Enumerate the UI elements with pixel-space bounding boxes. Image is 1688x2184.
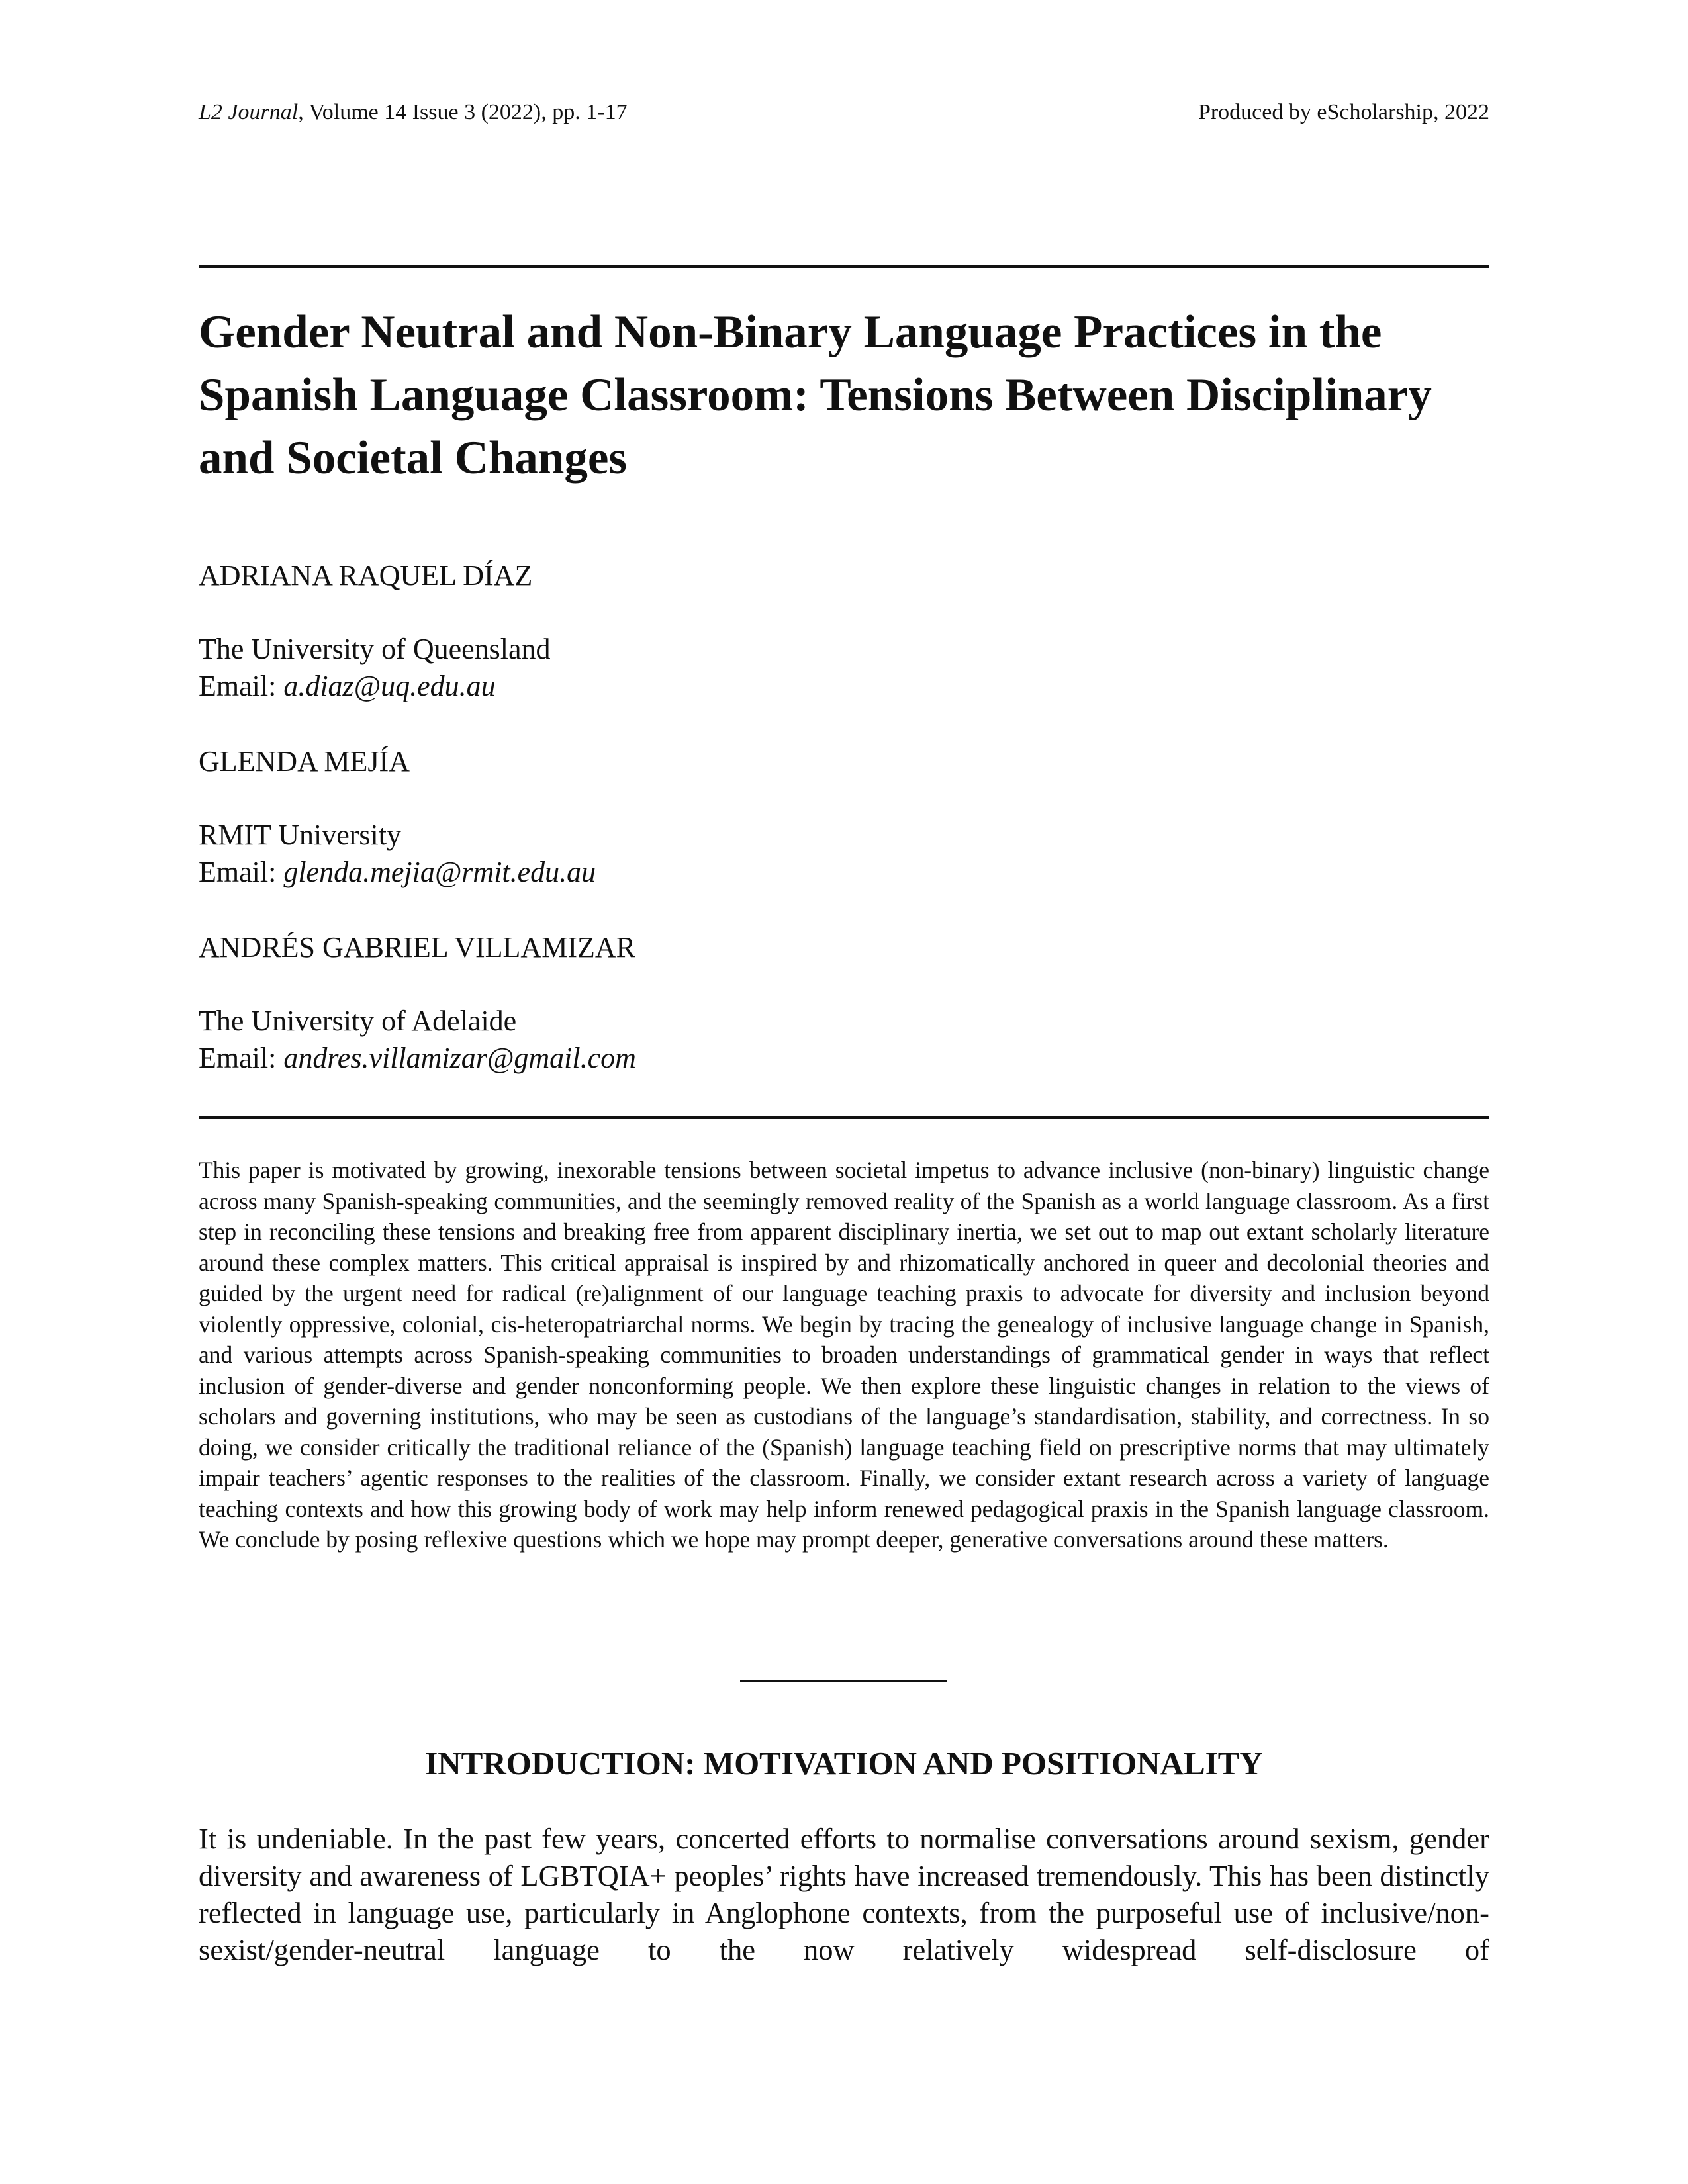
- author-2-email-address[interactable]: glenda.mejia@rmit.edu.au: [283, 856, 596, 888]
- journal-issue: , Volume 14 Issue 3 (2022), pp. 1-17: [298, 100, 628, 124]
- running-header-citation: [199, 99, 628, 126]
- author-1-affiliation: The University of Queensland: [199, 633, 551, 665]
- author-2-affiliation: RMIT University: [199, 819, 401, 851]
- introduction-paragraph: It is undeniable. In the past few years, concerted efforts to normalise conversations around sexism, gender diversity and awareness of LGBTQIA+ peoples’ rights have increased tremendously. This has been distinctly reflected in language use, particularly in Anglophone contexts, from the purposeful use of inclusive/non-sexist/gender-neutral language to the now relatively widespread self-disclosure of: [199, 1822, 1489, 1966]
- abstract-top-rule: [199, 1116, 1489, 1119]
- author-3-email-address[interactable]: andres.villamizar@gmail.com: [283, 1042, 636, 1074]
- author-1-email: [199, 668, 1489, 705]
- paper-title: Gender Neutral and Non-Binary Language Practices in the Spanish Language Classroom: Tensions Between Disciplinary and Societal Changes: [199, 306, 1432, 484]
- author-2-name: GLENDA MEJÍA: [199, 745, 410, 778]
- journal-name: L2 Journal: [199, 100, 299, 124]
- author-1-name: ADRIANA RAQUEL DÍAZ: [199, 559, 533, 592]
- author-3-affiliation: The University of Adelaide: [199, 1005, 517, 1037]
- author-1-email-address[interactable]: a.diaz@uq.edu.au: [283, 670, 496, 702]
- section-divider: [740, 1680, 947, 1682]
- author-3-name: ANDRÉS GABRIEL VILLAMIZAR: [199, 931, 635, 964]
- running-header-producer: Produced by eScholarship, 2022: [1197, 100, 1489, 124]
- title-top-rule: [199, 265, 1489, 268]
- abstract: This paper is motivated by growing, inexorable tensions between societal impetus to advance inclusive (non-binary) linguistic change across many Spanish-speaking communities, and the seemingly removed reality of the Spanish as a world language classroom. As a first step in reconciling these tensions and breaking free from apparent disciplinary inertia, we set out to map out extant scholarly literature around these complex matters. This critical appraisal is inspired by and rhizomatically anchored in queer and decolonial theories and guided by the urgent need for radical (re)alignment of our language teaching praxis to advocate for diversity and inclusion beyond violently oppressive, colonial, cis-heteropatriarchal norms. We begin by tracing the genealogy of inclusive language change in Spanish, and various attempts across Spanish-speaking communities to broaden understandings of grammatical gender in ways that reflect inclusion of gender-diverse and gender nonconforming people. We then explore these linguistic changes in relation to the views of scholars and governing institutions, who may be seen as custodians of the language’s standardisation, stability, and correctness. In so doing, we consider critically the traditional reliance of the (Spanish) language teaching field on prescriptive norms that may ultimately impair teachers’ agentic responses to the realities of the classroom. Finally, we consider extant research across a variety of language teaching contexts and how this growing body of work may help inform renewed pedagogical praxis in the Spanish language classroom. We conclude by posing reflexive questions which we hope may prompt deeper, generative conversations around these matters.: [199, 1157, 1489, 1553]
- email-label: Email:: [199, 1042, 284, 1074]
- section-heading: INTRODUCTION: MOTIVATION AND POSITIONALITY: [425, 1745, 1263, 1782]
- email-label: Email:: [199, 670, 284, 702]
- author-2-email: [199, 854, 1489, 891]
- email-label: Email:: [199, 856, 284, 888]
- author-3-email: [199, 1040, 1489, 1077]
